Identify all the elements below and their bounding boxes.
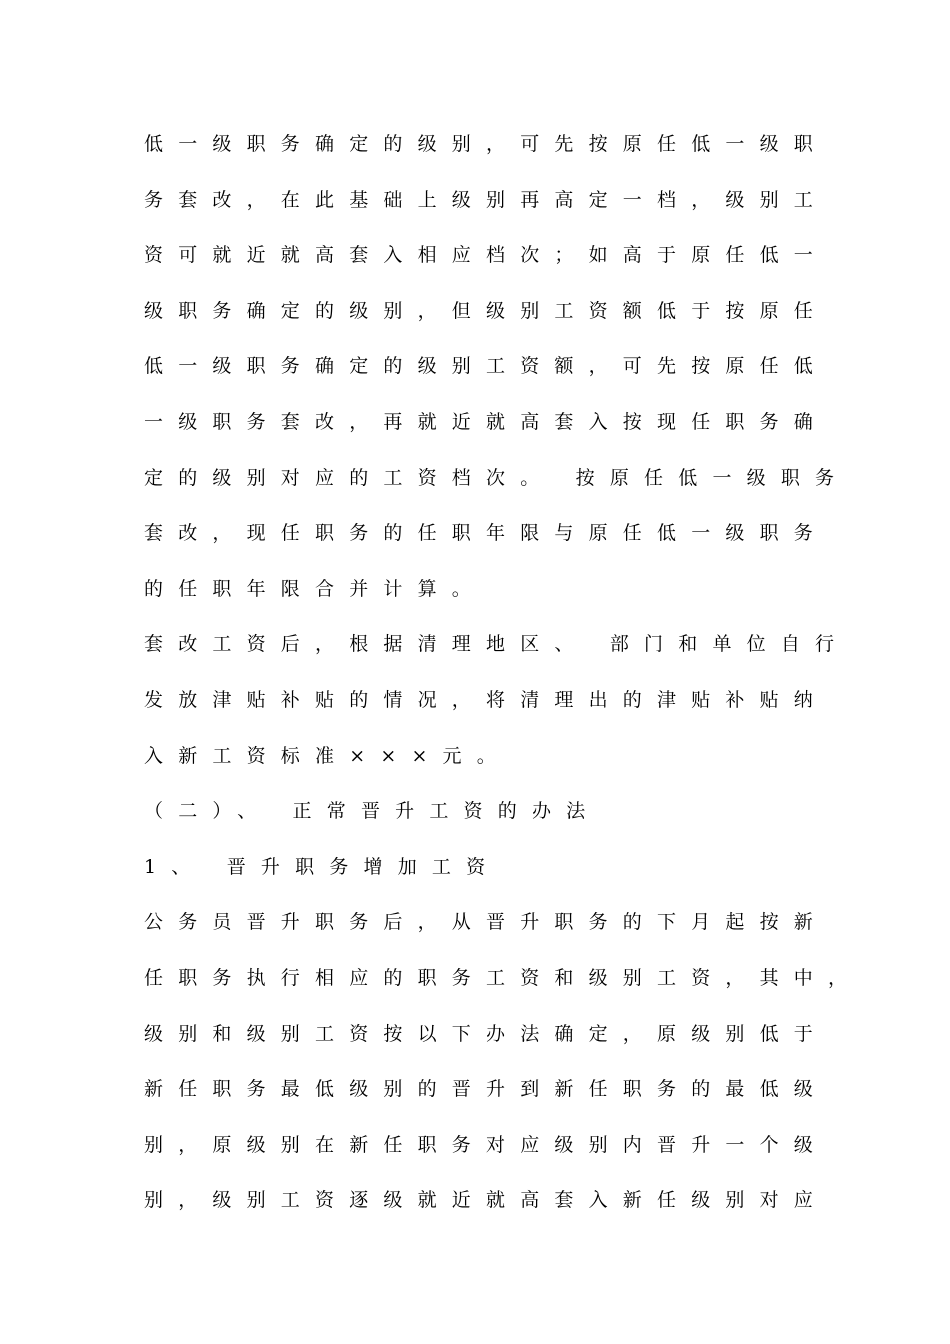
text-line-20: 别，级别工资逐级就近就高套入新任级别对应 <box>144 1189 829 1212</box>
text-line-18: 新任职务最低级别的晋升到新任职务的最低级 <box>144 1078 829 1101</box>
text-line-19: 别，原级别在新任职务对应级别内晋升一个级 <box>144 1133 829 1156</box>
text-line-16: 任职务执行相应的职务工资和级别工资，其中， <box>144 966 863 989</box>
text-line-15: 公务员晋升职务后，从晋升职务的下月起按新 <box>144 911 829 934</box>
document-body <box>144 124 863 1236</box>
section-heading: （二）、 正常晋升工资的办法 <box>144 800 601 823</box>
text-line-5: 低一级职务确定的级别工资额，可先按原任低 <box>144 355 829 378</box>
text-line-10: 套改工资后，根据清理地区、 部门和单位自行 <box>144 633 850 656</box>
subsection-heading: 1、 晋升职务增加工资 <box>144 855 501 878</box>
text-line-6: 一级职务套改，再就近就高套入按现任职务确 <box>144 410 829 433</box>
text-line-2: 务套改，在此基础上级别再高定一档，级别工 <box>144 188 829 211</box>
text-line-12: 入新工资标准×××元。 <box>144 744 511 767</box>
text-line-3: 资可就近就高套入相应档次；如高于原任低一 <box>144 244 829 267</box>
text-line-8: 套改，现任职务的任职年限与原任低一级职务 <box>144 522 829 545</box>
text-line-9: 的任职年限合并计算。 <box>144 577 487 600</box>
text-line-7: 定的级别对应的工资档次。 按原任低一级职务 <box>144 466 850 489</box>
text-line-4: 级职务确定的级别，但级别工资额低于按原任 <box>144 299 829 322</box>
text-line-11: 发放津贴补贴的情况，将清理出的津贴补贴纳 <box>144 688 829 711</box>
text-line-17: 级别和级别工资按以下办法确定，原级别低于 <box>144 1022 829 1045</box>
text-line-1: 低一级职务确定的级别，可先按原任低一级职 <box>144 133 829 155</box>
